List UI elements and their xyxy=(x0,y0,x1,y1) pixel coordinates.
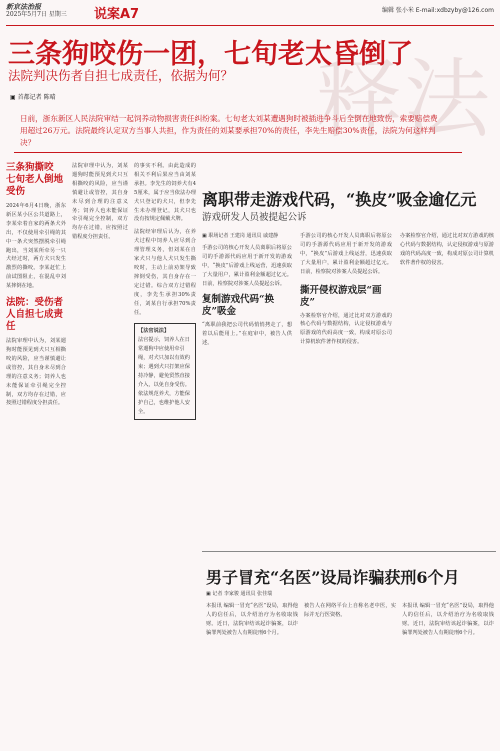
summary-divider xyxy=(14,152,462,153)
lead-left-paragraph-1: 2024年6月4日晚，浙东新区某小区公共道路上，李某牵着自家的两条犬外出，不仅使用牵引绳的其中一条犬突然摆脱牵引绳跑出，当刘某所牵另一只犬经过时，两方犬只发生激烈的撕咬。李某赶忙上前试图阻止，在混乱中刘某摔倒在地。 xyxy=(6,203,66,290)
lead-middle-column xyxy=(134,162,196,420)
article2-col-3 xyxy=(400,232,494,268)
lead-summary: 日前，浙东新区人民法院审结一起饲养动物损害责任纠纷案。七旬老太刘某遭遇狗时被插进争斗后全倒在地致伤，索要赔偿费用超过26万元。法院最终认定双方当事人共担，作为责任的刘某要承担70%的责任，李先生赔偿30%责任，法院为何这样判决？ xyxy=(20,114,438,147)
lead-col-2 xyxy=(72,162,128,242)
article2-col2-text: 手游公司的核心开发人员离职后将原公司的手游源代码应用于新开发的游戏中，“换皮”后游戏上线运营，迅速获取了大量用户，累计盈利金额超过亿元。日前，检察院对涉案人员提起公诉。 xyxy=(300,233,392,275)
lead-col2-text: 法院审理中认为，刘某遛狗时能预见到犬只互相撕咬的风险，应当谨慎避让或管控，其自身未尽到合理的注意义务；饲养人也未能保证牵引绳完全控制，双方均存在过错，应按照过错程度分担责任。 xyxy=(72,163,128,241)
lead-subhead: 法院判决伤者自担七成责任，依据为何？ xyxy=(8,68,234,83)
article2-headline: 离职带走游戏代码，“换皮”吸金逾亿元 xyxy=(202,190,477,209)
seal-watermark: 释法 xyxy=(316,50,492,150)
article2-heading-1: 复制游戏代码“换皮”吸金 xyxy=(202,294,274,318)
section-name: 说案A7 xyxy=(94,7,140,22)
issue-date: 2025年5月7日 星期三 xyxy=(6,11,67,18)
judge-comment-box xyxy=(134,323,196,420)
article2-byline: ▣ 职场记者 王建岗 通讯员 戚建静 xyxy=(202,233,279,239)
masthead xyxy=(6,3,494,26)
lead-mid-paragraph-2: 法院经审理后认为，在养犬过程中饲养人应尽到合理管理义务，但刘某在自家犬只与他人犬只发生撕咬时，主动上前劝架导致摔倒受伤，其自身存在一定过错。综合双方过错程度，李先生承担30%责任，刘某自行承担70%责任。 xyxy=(134,229,196,316)
article2-col3-text: 办案检察官介绍，通过比对双方游戏的核心代码与数据结构，认定侵权游戏与原游戏的代码高度一致，构成对原公司计算机软件著作权的侵害。 xyxy=(400,233,494,266)
article3-byline: ▣ 记者 李家骏 通讯员 张佳瑞 xyxy=(206,591,273,597)
article2-paragraph-2: “离职前我把公司代码悄悄拷走了，想着以后能用上。”在庭审中，被告人供述。 xyxy=(202,322,292,347)
article2-paragraph-1: 手游公司的核心开发人员离职后将原公司的手游源代码应用于新开发的游戏中，“换皮”后游戏上线运营，迅速获取了大量用户，累计盈利金额超过亿元。日前，检察院对涉案人员提起公诉。 xyxy=(202,244,292,287)
article3-body xyxy=(206,590,494,638)
article3-paragraph-3: 本报讯 编辑一冒充“名医”设局，取得他人的信任后，以介绍治疗为名收取钱财。近日，法院审结该起诈骗案，以诈骗罪判处被告人有期徒刑6个月。 xyxy=(402,602,494,636)
lead-left-heading-1: 三条狗撕咬 七旬老人倒地受伤 xyxy=(6,162,64,197)
article3-paragraph-1: 本报讯 编辑一冒充“名医”设局，取得他人的信任后，以介绍治疗为名收取钱财。近日，法院审结该起诈骗案，以诈骗罪判处被告人有期徒刑6个月。 xyxy=(206,602,298,636)
article2-subhead: 游戏研发人员被提起公诉 xyxy=(202,212,307,223)
lead-left-heading-2: 法院：受伤者人自担七成责任 xyxy=(6,297,64,333)
article2-col-2 xyxy=(300,232,392,347)
article-separator xyxy=(202,551,496,552)
article3-headline: 男子冒充“名医”设局诈骗获刑6个月 xyxy=(206,568,460,587)
judge-comment-text: 法官提示，饲养人在日常遛狗中应使用牵引绳，对犬只加以有效约束；遇到犬只打架应保持冷静，避免贸然直接介入，以免自身受伤。依法规范养犬，方能保护自己，也维护他人安全。 xyxy=(138,337,190,415)
newspaper-name: 新京法治报 xyxy=(6,2,41,11)
article2-heading-2: 撕开侵权游戏层“画皮” xyxy=(300,284,382,308)
lead-byline: ▣ 首都记者 陈晴 xyxy=(10,94,56,101)
article2-paragraph-3: 办案检察官介绍，通过比对双方游戏的核心代码与数据结构，认定侵权游戏与原游戏的代码高度一致，构成对原公司计算机软件著作权的侵害。 xyxy=(300,312,392,346)
article3-columns xyxy=(206,602,494,638)
article3-paragraph-2: 被告人在网络平台上自称名老中医，实际并无行医资格。 xyxy=(304,602,396,618)
lead-left-paragraph-2: 法院审理中认为，刘某遛狗时能预见到犬只互相撕咬的风险，应当谨慎避让或管控，其自身未尽到合理的注意义务；饲养人也未能保证牵引绳完全控制，双方均存在过错，应按照过错程度分担责任。 xyxy=(6,338,66,407)
lead-headline: 三条狗咬伤一团，七旬老太昏倒了 xyxy=(8,39,413,70)
editor-info: 编辑 张小米 E-mail:xdbzyby@126.com xyxy=(381,7,494,14)
masthead-left xyxy=(6,3,67,19)
lead-mid-paragraph-1: 的事实不利。由此造成的相关不利后果应当由刘某承担。李先生的饲养犬有45厘米，属于应当依法办理犬只登记的犬只，但李先生未办理登记，其犬只也没有按规定佩戴犬牌。 xyxy=(134,163,196,223)
lead-left-column xyxy=(6,162,66,408)
article2-col-1 xyxy=(202,232,292,348)
judge-comment-title: 【法官说法】 xyxy=(138,328,170,335)
